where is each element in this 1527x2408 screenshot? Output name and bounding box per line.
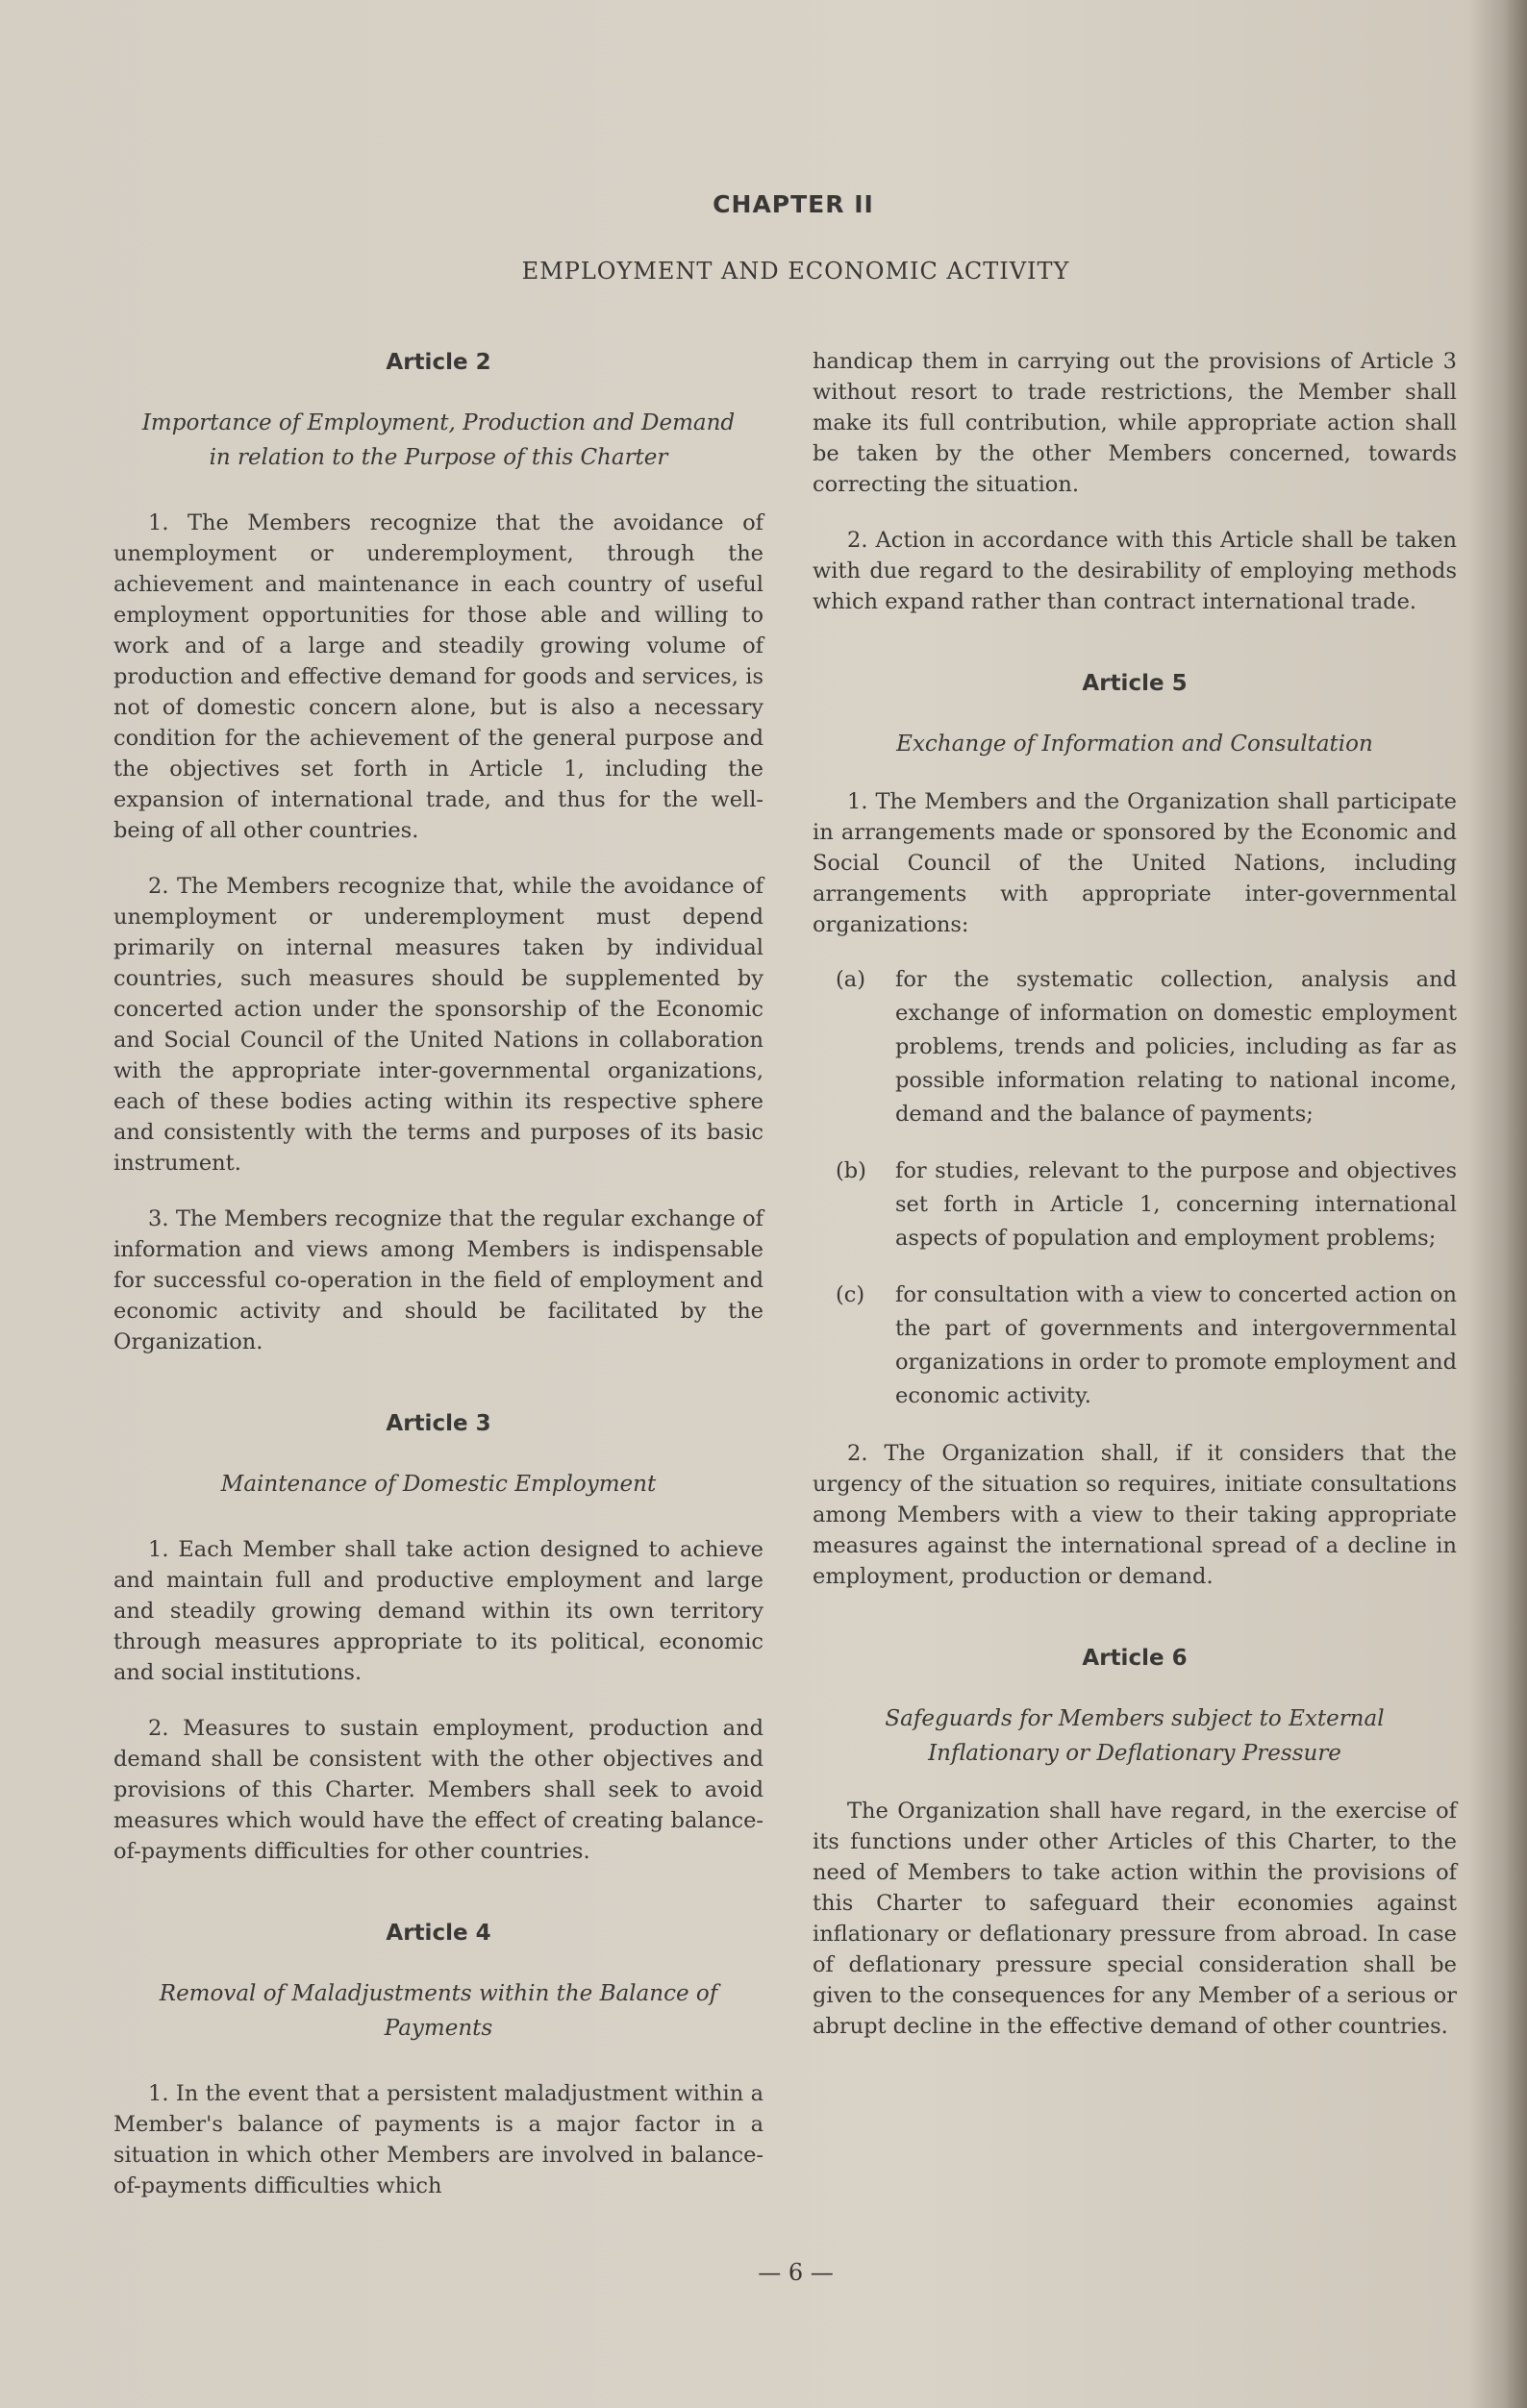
article-6-para-1: The Organization shall have regard, in the exercise of its functions under other Articles of this Charter, to the need of Members to take action within the provisions of this Charter to safeguard their economies against inflationary or deflationary pressure from abroad. In case of deflationary pressure special consideration shall be given to the consequences for any Member of a serious or abrupt decline in the effective demand of other countries. [813, 1799, 1457, 2039]
item-label: (c) [836, 1282, 865, 1307]
article-5-title: Exchange of Information and Consultation [896, 732, 1373, 757]
article-4-para-1-continued: handicap them in carrying out the provisions of Article 3 without resort to trade restrictions, the Member shall make its full contribution, while appropriate action shall be taken by the other Members concerned, towards correcting the situation. [813, 349, 1457, 497]
article-2-para-2: 2. The Members recognize that, while the avoidance of unemployment or underemployment must depend primarily on internal measures taken by individual countries, such measures should be supplemented by concerted action under the sponsorship of the Economic and Social Council of the United Nations in collaboration with the appropriate inter-governmental organizations, each of these bodies acting within its respective sphere and consistently with the terms and purposes of its basic instrument. [113, 874, 764, 1176]
article-5-item-c [836, 1278, 1457, 1413]
page-number: — 6 — [758, 2259, 834, 2286]
article-6-title: Safeguards for Members subject to External Inflationary or Deflationary Pressure [885, 1706, 1385, 1766]
article-3-title: Maintenance of Domestic Employment [220, 1472, 657, 1497]
article-5-heading: Article 5 [1082, 671, 1188, 696]
article-4-para-1: 1. In the event that a persistent maladjustment within a Member's balance of payments is a major factor in a situation in which other Members are involved in balance-of-payments difficulties which [113, 2081, 764, 2198]
chapter-heading: CHAPTER II [713, 190, 874, 218]
article-5-item-a [836, 963, 1457, 1131]
item-label: (a) [836, 967, 865, 992]
item-text: for the systematic collection, analysis and exchange of information on domestic employment problems, trends and policies, including as far as possible information relating to national income, demand and the balance of payments; [895, 967, 1457, 1127]
left-column [113, 346, 764, 2201]
article-2-para-1: 1. The Members recognize that the avoidance of unemployment or underemployment, through the achievement and maintenance in each country of useful employment opportunities for those able and willing to work and of a large and steadily growing volume of production and effective demand for goods and services, is not of domestic concern alone, but is also a necessary condition for the achievement of the general purpose and the objectives set forth in Article 1, including the expansion of international trade, and thus for the well-being of all other countries. [113, 510, 764, 843]
chapter-subtitle: EMPLOYMENT AND ECONOMIC ACTIVITY [521, 258, 1070, 285]
item-text: for consultation with a view to concerted action on the part of governments and intergovernmental organizations in order to promote employment and economic activity. [895, 1282, 1457, 1408]
article-2-heading: Article 2 [386, 350, 491, 375]
article-2-para-3: 3. The Members recognize that the regular exchange of information and views among Members is indispensable for successful co-operation in the field of employment and economic activity and should be facilitated by the Organization. [113, 1206, 764, 1354]
article-3-heading: Article 3 [386, 1411, 491, 1436]
article-4-para-2: 2. Action in accordance with this Article shall be taken with due regard to the desirability of employing methods which expand rather than contract international trade. [813, 528, 1457, 614]
article-6-heading: Article 6 [1082, 1646, 1188, 1671]
article-4-title: Removal of Maladjustments within the Balance of Payments [159, 1981, 718, 2041]
item-text: for studies, relevant to the purpose and objectives set forth in Article 1, concerning international aspects of population and employment problems; [895, 1158, 1457, 1251]
article-2-title: Importance of Employment, Production and Demand in relation to the Purpose of this Charter [141, 410, 736, 470]
article-4-heading: Article 4 [386, 1921, 491, 1946]
page-edge-shadow [1469, 0, 1527, 2408]
article-5-item-b [836, 1154, 1457, 1255]
article-5-para-2: 2. The Organization shall, if it considers that the urgency of the situation so requires, initiate consultations among Members with a view to their taking appropriate measures against the international spread of a decline in employment, production or demand. [813, 1441, 1457, 1589]
article-5-para-1: 1. The Members and the Organization shall participate in arrangements made or sponsored by the Economic and Social Council of the United Nations, including arrangements with appropriate inter-governmental organizations: [813, 789, 1457, 937]
article-3-para-2: 2. Measures to sustain employment, production and demand shall be consistent with the other objectives and provisions of this Charter. Members shall seek to avoid measures which would have the effect of creating balance-of-payments difficulties for other countries. [113, 1716, 764, 1864]
right-column [813, 346, 1457, 2042]
item-label: (b) [836, 1158, 866, 1183]
article-3-para-1: 1. Each Member shall take action designed to achieve and maintain full and productive employment and large and steadily growing demand within its own territory through measures appropriate to its political, economic and social institutions. [113, 1537, 764, 1685]
